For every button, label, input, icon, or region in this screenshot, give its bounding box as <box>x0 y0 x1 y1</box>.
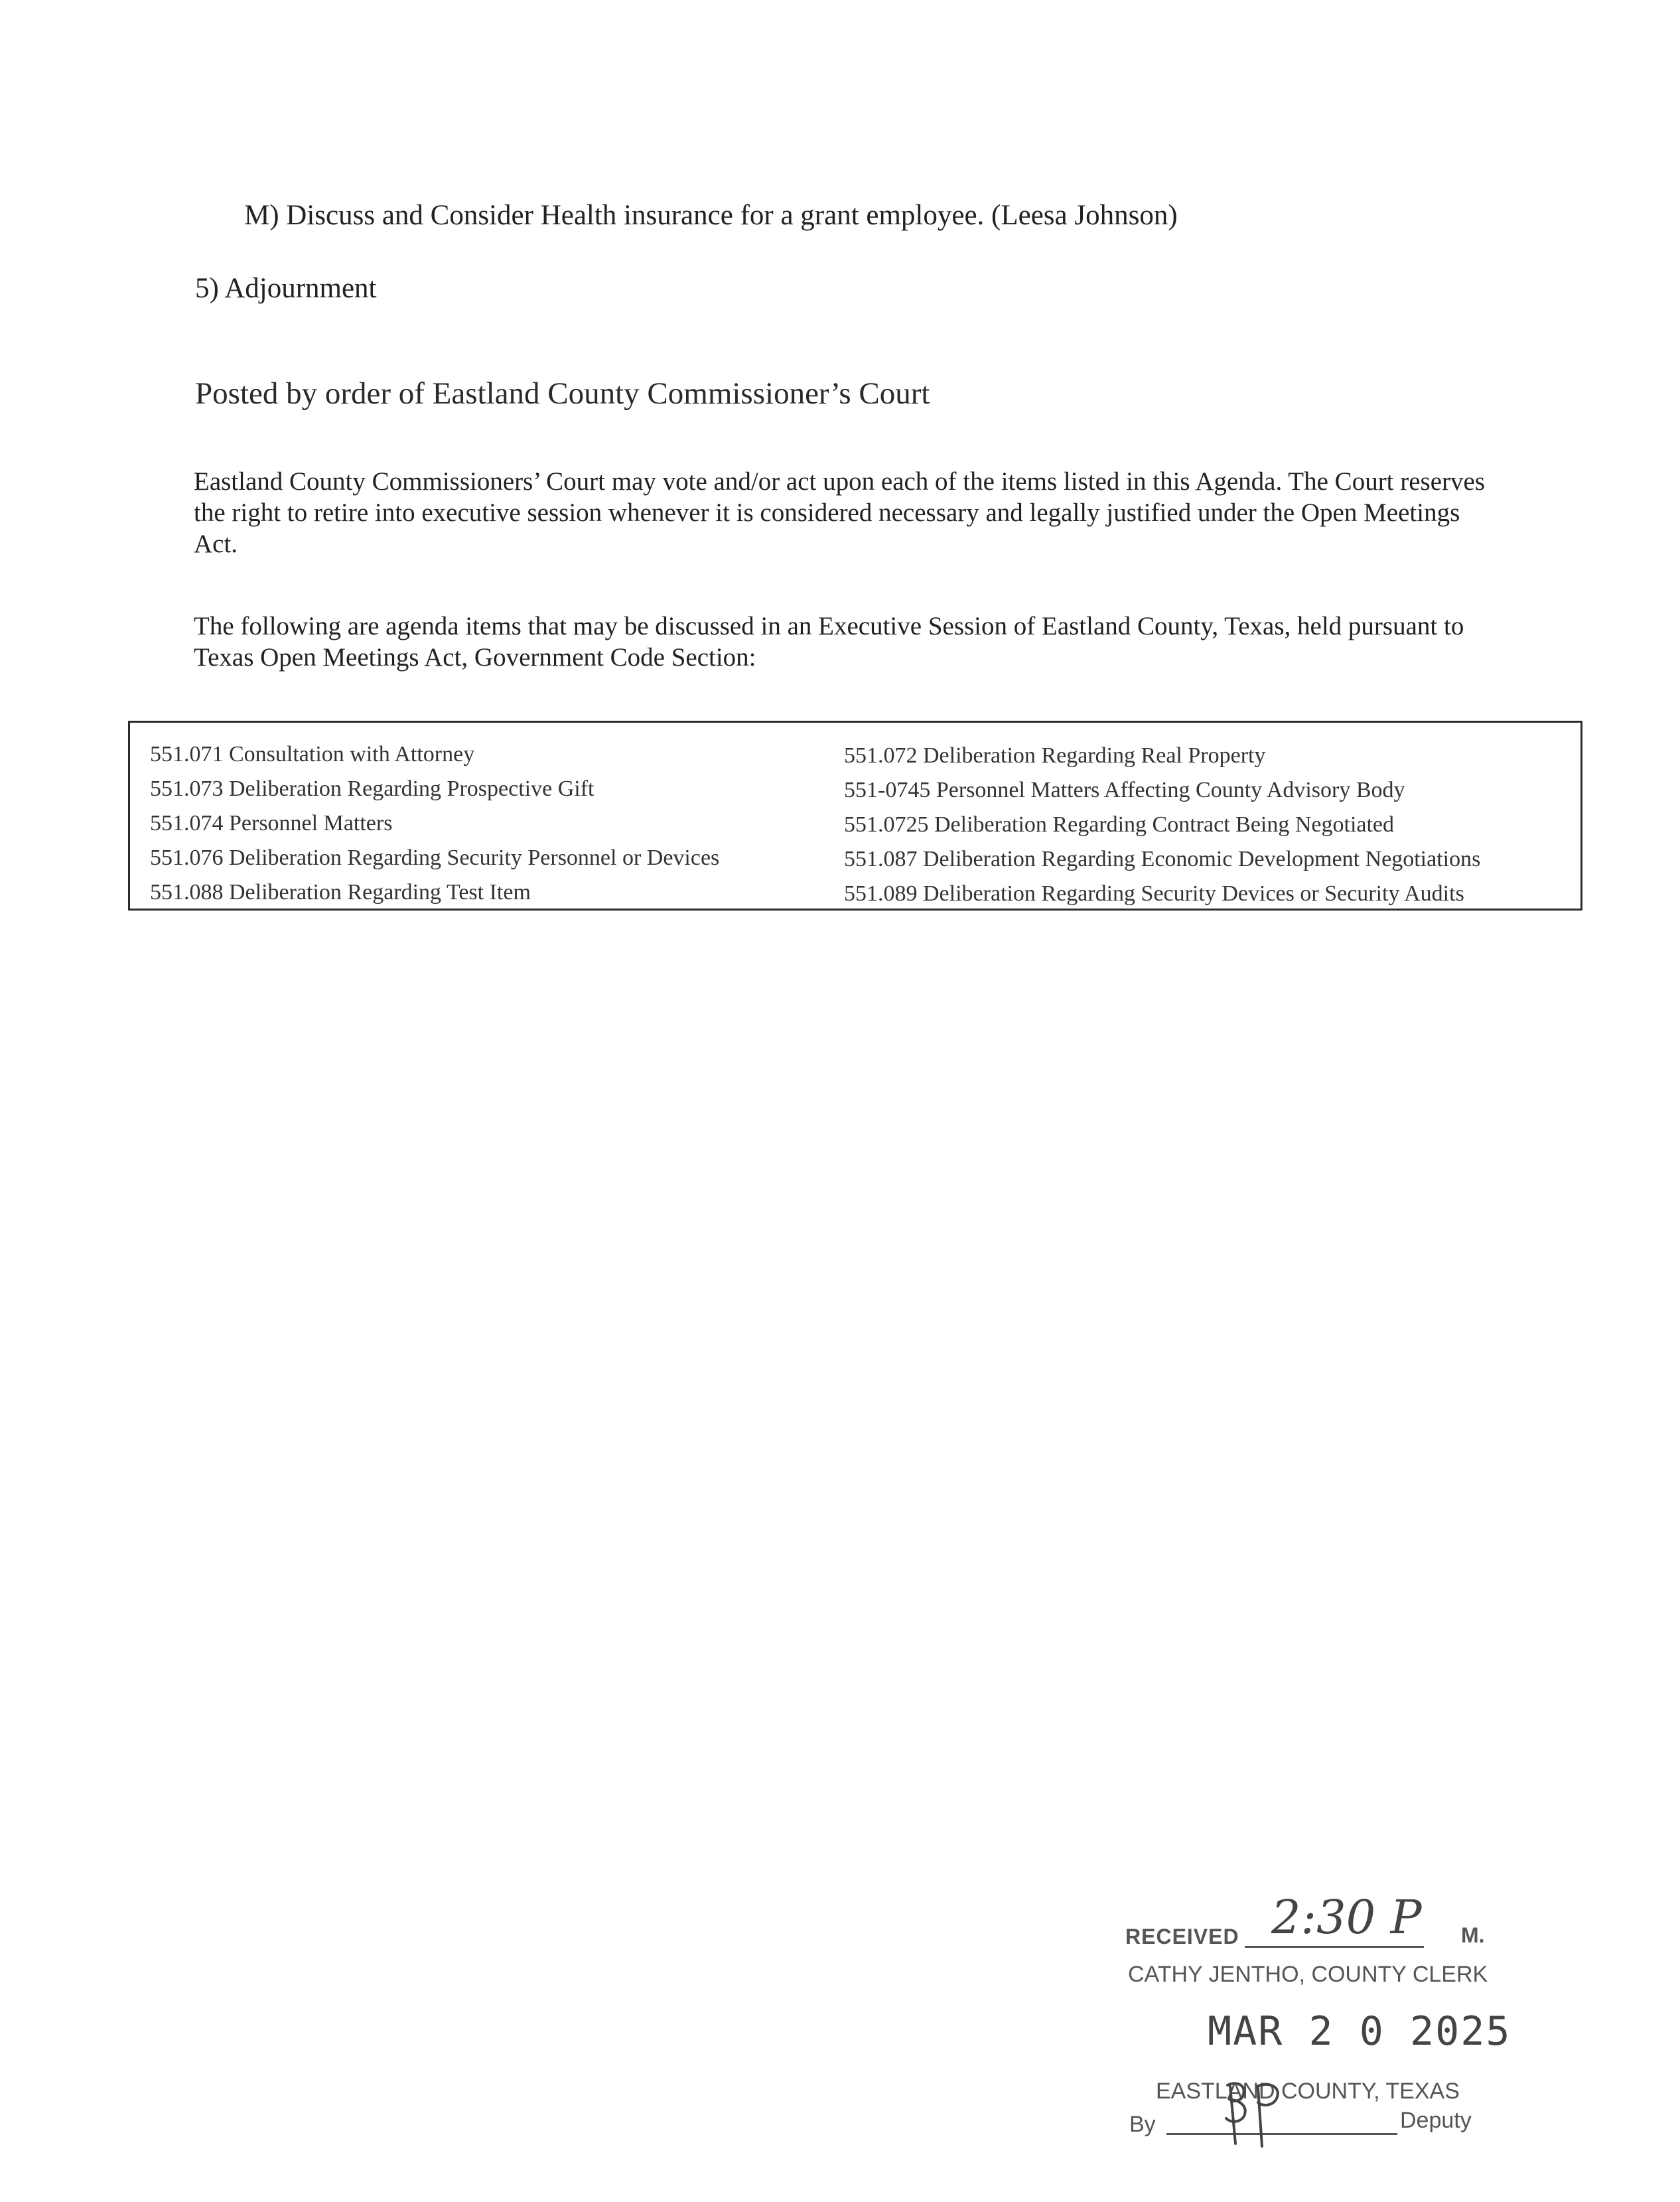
section-item: 551.0725 Deliberation Regarding Contract Being Negotiated <box>844 812 1395 837</box>
by-label: By <box>1129 2112 1156 2137</box>
agenda-item-m: M) Discuss and Consider Health insurance for a grant employee. (Leesa Johnson) <box>244 200 1178 231</box>
received-line <box>1245 1946 1424 1948</box>
agenda-item-adjournment: 5) Adjournment <box>195 273 377 304</box>
section-item: 551.072 Deliberation Regarding Real Property <box>844 743 1266 768</box>
section-item: 551.071 Consultation with Attorney <box>150 742 475 767</box>
meridiem-label: M. <box>1461 1923 1485 1947</box>
vote-notice-paragraph: Eastland County Commissioners’ Court may vote and/or act upon each of the items listed in this Agenda. The Court reserves the right to retire into executive session whenever it is considered necessary and legally justified under the Open Meetings Act. <box>194 467 1486 558</box>
section-item: 551-0745 Personnel Matters Affecting County Advisory Body <box>844 778 1405 802</box>
posted-by-heading: Posted by order of Eastland County Commissioner’s Court <box>195 376 930 411</box>
county-clerk-name: CATHY JENTHO, COUNTY CLERK <box>1128 1962 1488 1987</box>
section-item: 551.088 Deliberation Regarding Test Item <box>150 880 531 905</box>
executive-sections-box <box>128 721 1582 911</box>
deputy-label: Deputy <box>1400 2108 1472 2133</box>
section-item: 551.087 Deliberation Regarding Economic Development Negotiations <box>844 847 1481 871</box>
received-label: RECEIVED <box>1125 1925 1239 1948</box>
section-item: 551.076 Deliberation Regarding Security Personnel or Devices <box>150 845 720 870</box>
executive-sections-right-column <box>844 739 1480 911</box>
county-name: EASTLAND COUNTY, TEXAS <box>1156 2079 1460 2104</box>
handwritten-time: 2:30 P <box>1271 1890 1422 1945</box>
received-stamp <box>1115 1885 1526 2150</box>
executive-sections-left-column <box>150 737 719 910</box>
section-item: 551.073 Deliberation Regarding Prospective Gift <box>150 776 595 801</box>
section-item: 551.074 Personnel Matters <box>150 811 393 836</box>
executive-session-intro: The following are agenda items that may be discussed in an Executive Session of Eastland County, Texas, held pursuant to Texas Open Meetings Act, Government Code Section: <box>194 612 1464 672</box>
section-item: 551.089 Deliberation Regarding Security Devices or Security Audits <box>844 881 1464 906</box>
stamp-date: MAR 2 0 2025 <box>1208 2008 1511 2055</box>
deputy-initials-signature <box>1216 2077 1295 2150</box>
